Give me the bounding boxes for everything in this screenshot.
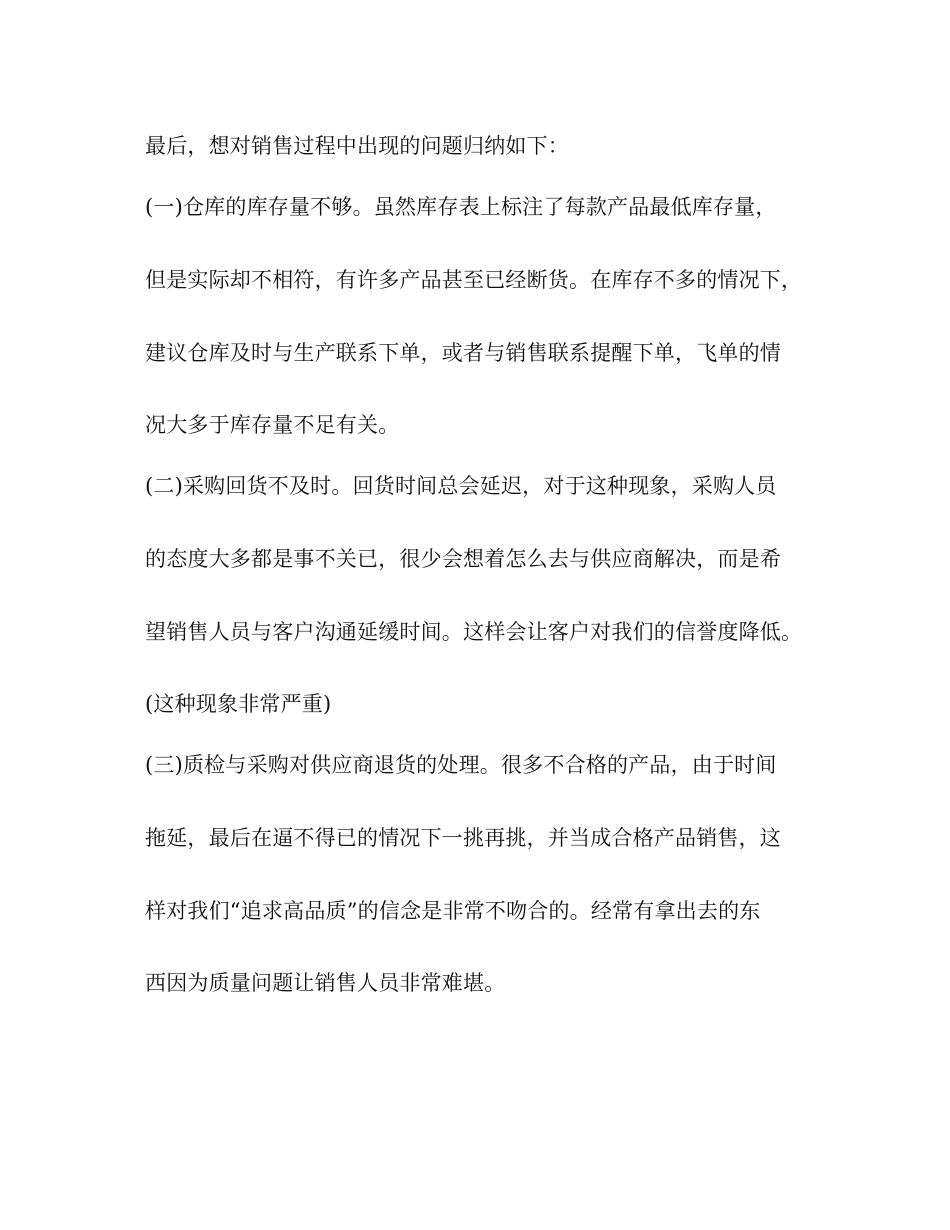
issue-1-line-3: 建议仓库及时与生产联系下单，或者与销售联系提醒下单，飞单的情 [145,341,781,365]
issue-3-line-1: (三)质检与采购对供应商退货的处理。很多不合格的产品，由于时间 [145,753,777,777]
issue-3-line-4: 西因为质量问题让销售人员非常难堪。 [145,971,506,995]
issue-2-note: (这种现象非常严重) [145,692,332,716]
intro-line: 最后，想对销售过程中出现的问题归纳如下： [145,134,569,158]
issue-1-line-4: 况大多于库存量不足有关。 [145,413,400,437]
issue-2-line-2: 的态度大多都是事不关已，很少会想着怎么去与供应商解决，而是希 [145,547,781,571]
issue-1-line-1: (一)仓库的库存量不够。虽然库存表上标注了每款产品最低库存量， [145,195,777,219]
issue-2-line-1: (二)采购回货不及时。回货时间总会延迟，对于这种现象，采购人员 [145,474,777,498]
issue-1-line-2: 但是实际却不相符，有许多产品甚至已经断货。在库存不多的情况下， [145,268,803,292]
issue-2-line-3: 望销售人员与客户沟通延缓时间。这样会让客户对我们的信誉度降低。 [145,620,803,644]
issue-3-line-3: 样对我们“追求高品质”的信念是非常不吻合的。经常有拿出去的东 [145,899,761,923]
issue-3-line-2: 拖延，最后在逼不得已的情况下一挑再挑，并当成合格产品销售，这 [145,826,781,850]
